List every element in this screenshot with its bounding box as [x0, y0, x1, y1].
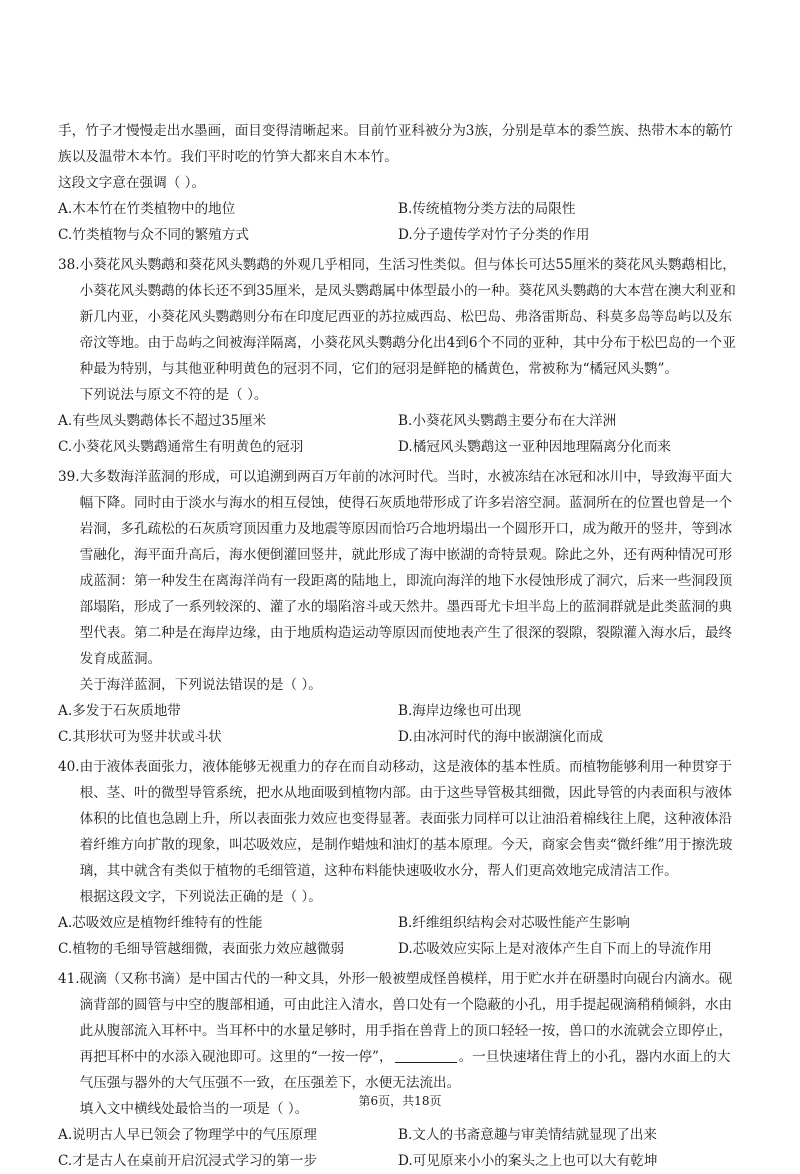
page-content: [58, 118, 744, 1174]
passage-text-before: 砚滴（又称书滴）是中国古代的一种文具，外形一般被塑成怪兽模样，用于贮水并在研墨时向砚台内滴水。砚滴背部的圆管与中空的腹部相通，可由此注入清水，兽口处有一个隐蔽的小孔，用手提起砚滴稍稍倾斜，水由此从腹部流入耳杯中。当耳杯中的水量足够时，用手指在兽背上的顶口轻轻一按，兽口的水流就会立即停止，再把耳杯中的水添入砚池即可。这里的“一按一停”，: [79, 971, 733, 1065]
option-b[interactable]: B.小葵花风头鹦鹉主要分布在大洋洲: [398, 413, 617, 429]
question-number: 41.: [58, 971, 80, 987]
passage-text-after: 。一旦快速堵住背上的小孔，器内水面上的大气压强与器外的大气压强不一致，在压强差下，水便无法流出。: [79, 1049, 731, 1091]
question-prompt: 填入文中横线处最恰当的一项是（ ）。: [79, 1101, 309, 1117]
option-c[interactable]: C.竹类植物与众不同的繁殖方式: [58, 227, 249, 243]
options-block: [58, 1122, 744, 1174]
fill-blank: [395, 1047, 457, 1063]
question-39: [58, 464, 744, 698]
passage-continuation: 手，竹子才慢慢走出水墨画，面目变得清晰起来。目前竹亚科被分为3族，分别是草本的黍竺族、热带木本的簕竹族以及温带木本竹。我们平时吃的竹笋大都来自木本竹。: [58, 123, 733, 165]
option-c[interactable]: C.小葵花风头鹦鹉通常生有明黄色的冠羽: [58, 439, 304, 455]
question-38: [58, 252, 744, 408]
options-block: [58, 408, 744, 460]
question-number: 40.: [58, 759, 80, 775]
option-d[interactable]: D.由冰河时代的海中嵌湖演化而成: [398, 729, 604, 745]
passage-text: 小葵花风头鹦鹉和葵花风头鹦鹉的外观几乎相同，生活习性类似。但与体长可达55厘米的葵花风头鹦鹉相比，小葵花风头鹦鹉的体长还不到35厘米，是凤头鹦鹉属中体型最小的一种。葵花风头鹦鹉的大本营在澳大利亚和新几内亚，小葵花风头鹦鹉则分布在印度尼西亚的苏拉威西岛、松巴岛、弗洛雷斯岛、科莫多岛等岛屿以及东帝汶等地。由于岛屿之间被海洋隔离，小葵花风头鹦鹉分化出4到6个不同的亚种，其中分布于松巴岛的一个亚种最为特别，与其他亚种明黄色的冠羽不同，它们的冠羽是鲜艳的橘黄色，常被称为“橘冠风头鹦”。: [79, 257, 736, 377]
option-b[interactable]: B.文人的书斋意趣与审美情结就显现了出来: [398, 1127, 657, 1143]
option-a[interactable]: A.有些凤头鹦鹉体长不超过35厘米: [58, 413, 267, 429]
option-d[interactable]: D.橘冠风头鹦鹉这一亚种因地理隔离分化而来: [398, 439, 672, 455]
option-a[interactable]: A.木本竹在竹类植物中的地位: [58, 201, 236, 217]
option-a[interactable]: A.多发于石灰质地带: [58, 703, 181, 719]
page-footer: 第6页，共18页: [358, 1094, 442, 1108]
question-number: 39.: [58, 469, 80, 485]
question-40: [58, 754, 744, 910]
question-prompt: 这段文字意在强调（ ）。: [58, 175, 206, 191]
option-d[interactable]: D.可见原来小小的案头之上也可以大有乾坤: [398, 1153, 658, 1169]
question-prompt: 关于海洋蓝洞，下列说法错误的是（ ）。: [79, 677, 322, 693]
option-b[interactable]: B.传统植物分类方法的局限性: [398, 201, 576, 217]
passage-text: [80, 966, 744, 1096]
question-prompt: 根据这段文字，下列说法正确的是（ ）。: [79, 889, 322, 905]
options-block: [58, 910, 744, 962]
question-number: 38.: [58, 257, 80, 273]
option-c[interactable]: C.其形状可为竖井状或斗状: [58, 729, 222, 745]
passage-text: 大多数海洋蓝洞的形成，可以追溯到两百万年前的冰河时代。当时，水被冻结在冰冠和冰川中，导致海平面大幅下降。同时由于淡水与海水的相互侵蚀，使得石灰质地带形成了许多岩溶空洞。蓝洞所在的位置也曾是一个岩洞，多孔疏松的石灰质穹顶因重力及地震等原因而恰巧合地坍塌出一个圆形开口，成为敞开的竖井，等到冰雪融化，海平面升高后，海水便倒灌回竖井，就此形成了海中嵌湖的奇特景观。除此之外，还有两种情况可形成蓝洞：第一种发生在离海洋尚有一段距离的陆地上，即流向海洋的地下水侵蚀形成了洞穴，后来一些洞段顶部塌陷，形成了一系列较深的、灌了水的塌陷溶斗或天然井。墨西哥尤卡坦半岛上的蓝洞群就是此类蓝洞的典型代表。第二种是在海岸边缘，由于地质构造运动等原因而使地表产生了很深的裂隙，裂隙灌入海水后，最终发育成蓝洞。: [79, 469, 733, 667]
option-b[interactable]: B.纤维组织结构会对芯吸性能产生影响: [398, 915, 630, 931]
options-block: [58, 196, 744, 248]
option-a[interactable]: A.芯吸效应是植物纤维特有的性能: [58, 915, 263, 931]
option-d[interactable]: D.芯吸效应实际上是对液体产生自下而上的导流作用: [398, 941, 712, 957]
options-block: [58, 698, 744, 750]
question-prompt: 下列说法与原文不符的是（ ）。: [79, 387, 268, 403]
option-a[interactable]: A.说明古人早已领会了物理学中的气压原理: [58, 1127, 317, 1143]
option-c[interactable]: C.才是古人在桌前开启沉浸式学习的第一步: [58, 1153, 317, 1169]
option-c[interactable]: C.植物的毛细导管越细微，表面张力效应越微弱: [58, 941, 345, 957]
option-d[interactable]: D.分子遗传学对竹子分类的作用: [398, 227, 590, 243]
option-b[interactable]: B.海岸边缘也可出现: [398, 703, 522, 719]
passage-text: 由于液体表面张力，液体能够无视重力的存在而自动移动，这是液体的基本性质。而植物能够利用一种贯穿于根、茎、叶的微型导管系统，把水从地面吸到植物内部。由于这些导管极其细微，因此导管的内表面积与液体体积的比值也急剧上升，所以表面张力效应也变得显著。表面张力同样可以让油沿着棉线往上爬，这种液体沿着纤维方向扩散的现象，叫芯吸效应，是制作蜡烛和油灯的基本原理。今天，商家会售卖“微纤维”用于擦洗玻璃，其中就含有类似于植物的毛细管道，这种布料能快速吸收水分，帮人们更高效地完成清洁工作。: [79, 759, 733, 879]
